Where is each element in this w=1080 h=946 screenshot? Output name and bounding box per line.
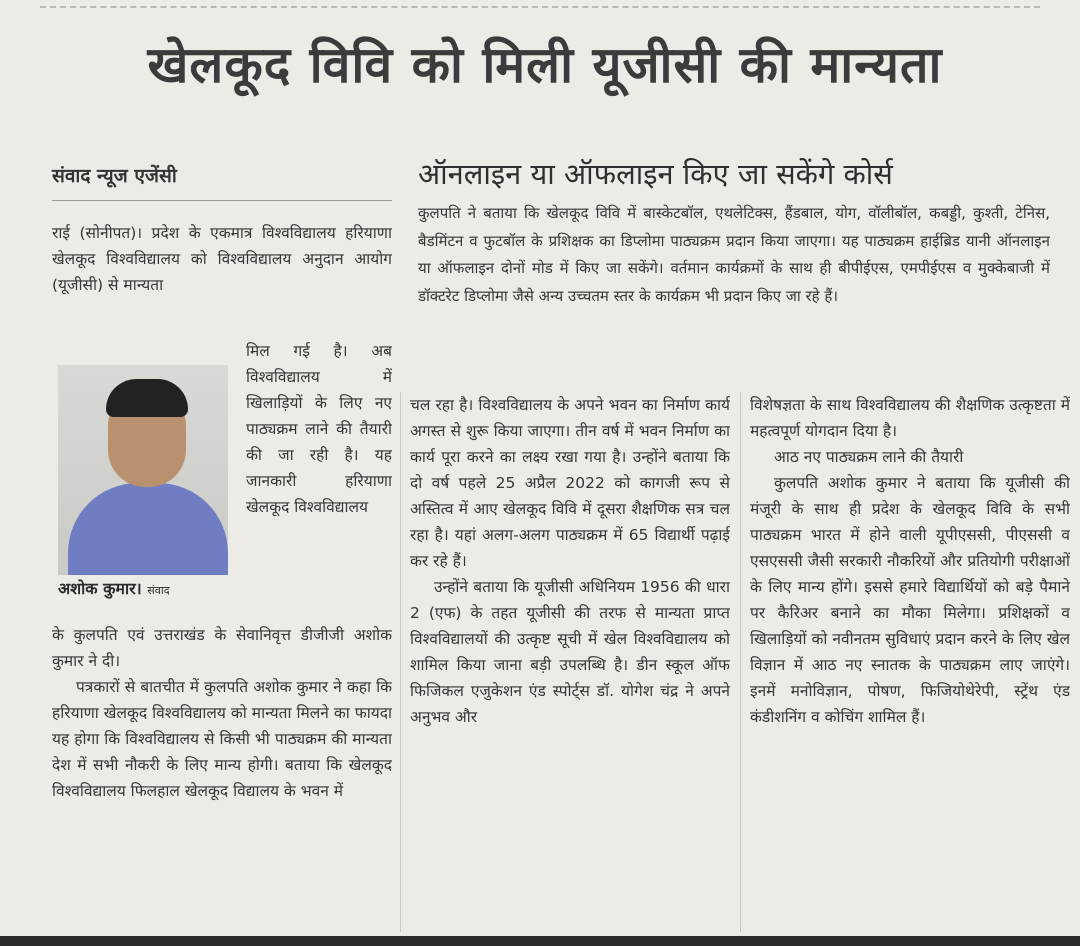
- photo-shirt: [68, 483, 228, 575]
- col2-para1: चल रहा है। विश्वविद्यालय के अपने भवन का निर्माण कार्य अगस्त से शुरू किया जाएगा। तीन वर्ष में भवन निर्माण का कार्य पूरा करने का लक्ष्य रखा गया है। उन्होंने बताया कि दो वर्ष पहले 25 अप्रैल 2022 को कागजी रूप से अस्तित्व में आए खेलकूद विवि में दूसरा शैक्षणिक सत्र चल रहा है। यहां अलग-अलग पाठ्यक्रम में 65 विद्यार्थी पढ़ाई कर रहे हैं।: [410, 396, 730, 570]
- caption-name: अशोक कुमार।: [58, 579, 142, 598]
- col3-para1: विशेषज्ञता के साथ विश्वविद्यालय की शैक्षणिक उत्कृष्टता में महत्वपूर्ण योगदान दिया है।: [750, 396, 1070, 440]
- column-divider: [740, 392, 741, 932]
- col2-para2: उन्होंने बताया कि यूजीसी अधिनियम 1956 की धारा 2 (एफ) के तहत यूजीसी की तरफ से मान्यता प्राप्त विश्वविद्यालयों की उत्कृष्ट सूची में खेल विश्वविद्यालय को शामिल किया जाना बड़ी उपलब्धि है। डीन स्कूल ऑफ फिजिकल एजुकेशन एंड स्पोर्ट्स डॉ. योगेश चंद्र ने अपने अनुभव और: [410, 578, 730, 726]
- top-dashed-rule: [40, 6, 1040, 8]
- col1-para2: पत्रकारों से बातचीत में कुलपति अशोक कुमार ने कहा कि हरियाणा खेलकूद विश्वविद्यालय को मान्यता मिलने का फायदा यह होगा कि विश्वविद्यालय से किसी भी पाठ्यक्रम की मान्यता देश में सभी नौकरी के लिए मान्य होगी। बताया कि खेलकूद विश्वविद्यालय फिलहाल खेलकूद विद्यालय के भवन में: [52, 678, 392, 800]
- column-3: [750, 392, 1070, 932]
- column-1-top: [52, 220, 392, 335]
- byline: संवाद न्यूज एजेंसी: [52, 165, 177, 187]
- col1-part-b: मिल गई है। अब विश्वविद्यालय में खिलाड़ियों के लिए नए पाठ्यक्रम लाने की तैयारी की जा रही है। यह जानकारी हरियाणा खेलकूद विश्वविद्यालय: [246, 342, 392, 516]
- column-divider: [400, 392, 401, 932]
- column-1-beside-photo: [246, 338, 392, 620]
- bottom-bar: [0, 936, 1080, 946]
- headline: खेलकूद विवि को मिली यूजीसी की मान्यता: [147, 36, 943, 94]
- byline-rule: [52, 200, 392, 201]
- photo-hair: [106, 379, 188, 417]
- column-1-bottom: [52, 622, 392, 940]
- reporter-photo: [58, 365, 228, 575]
- photo-caption: [58, 578, 243, 602]
- col3-subhead: आठ नए पाठ्यक्रम लाने की तैयारी: [774, 448, 964, 466]
- caption-credit: संवाद: [147, 584, 170, 597]
- intro-text: कुलपति ने बताया कि खेलकूद विवि में बास्केटबॉल, एथलेटिक्स, हैंडबाल, योग, वॉलीबॉल, कबड्डी, कुश्ती, टेनिस, बैडमिंटन व फुटबॉल के प्रशिक्षक का डिप्लोमा पाठ्यक्रम प्रदान किया जाएगा। यह पाठ्यक्रम हाईब्रिड यानी ऑनलाइन या ऑफलाइन दोनों मोड में किए जा सकेंगे। वर्तमान कार्यक्रमों के साथ ही बीपीईएस, एमपीईएस व मुक्केबाजी में डॉक्टरेट डिप्लोमा जैसे अन्य उच्चतम स्तर के कार्यक्रम भी प्रदान किए जा रहे हैं।: [418, 204, 1050, 305]
- column-2: [410, 392, 730, 932]
- col1-part-a: राई (सोनीपत)। प्रदेश के एकमात्र विश्वविद्यालय हरियाणा खेलकूद विश्वविद्यालय को विश्वविद्यालय अनुदान आयोग (यूजीसी) से मान्यता: [52, 224, 392, 294]
- col1-part-c: के कुलपति एवं उत्तराखंड के सेवानिवृत्त डीजीजी अशोक कुमार ने दी।: [52, 626, 392, 670]
- intro-paragraph: [418, 200, 1050, 372]
- col3-para2: कुलपति अशोक कुमार ने बताया कि यूजीसी की मंजूरी के साथ ही प्रदेश के खेलकूद विवि के सभी पाठ्यक्रम भारत में होने वाली यूपीएससी, पीएससी व एसएससी जैसी सरकारी नौकरियों और प्रतियोगी परीक्षाओं के लिए मान्य होंगे। इससे हमारे विद्यार्थियों को बड़े पैमाने पर कैरिअर बनाने का मौका मिलेगा। प्रशिक्षकों व खिलाड़ियों को नवीनतम सुविधाएं प्रदान करने के लिए खेल विज्ञान में आठ नए स्नातक के पाठ्यक्रम लाए जाएंगे। इनमें मनोविज्ञान, पोषण, फिजियोथेरेपी, स्ट्रेंथ एंड कंडीशनिंग व कोचिंग शामिल हैं।: [750, 474, 1070, 726]
- subheadline: ऑनलाइन या ऑफलाइन किए जा सकेंगे कोर्स: [418, 157, 893, 191]
